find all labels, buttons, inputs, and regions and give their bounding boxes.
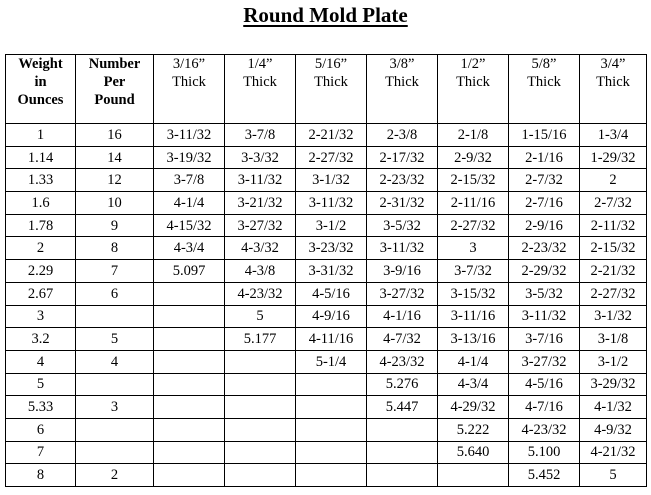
thick-1-2-cell: 3-13/16 [438, 328, 509, 351]
thick-1-4-cell [225, 464, 296, 487]
thick-1-2-cell: 4-3/4 [438, 373, 509, 396]
thick-3-8-cell: 3-5/32 [367, 214, 438, 237]
header-line: 5/16” [314, 56, 348, 72]
number-per-pound-cell: 9 [76, 214, 154, 237]
thick-3-4-cell: 2 [580, 169, 647, 192]
thick-1-4-cell: 4-23/32 [225, 282, 296, 305]
thick-1-2-cell: 3-15/32 [438, 282, 509, 305]
thick-1-4-cell: 3-11/32 [225, 169, 296, 192]
weight-cell: 2.67 [6, 282, 76, 305]
weight-cell: 3 [6, 305, 76, 328]
number-per-pound-cell [76, 305, 154, 328]
weight-cell: 7 [6, 441, 76, 464]
thick-1-4-cell: 4-3/32 [225, 237, 296, 260]
weight-cell: 1.14 [6, 146, 76, 169]
thick-5-8-cell: 1-15/16 [509, 124, 580, 147]
thick-5-8-cell: 5.452 [509, 464, 580, 487]
thick-5-16-cell: 4-9/16 [296, 305, 367, 328]
thick-3-8-cell [367, 418, 438, 441]
table-row [6, 124, 647, 147]
thick-1-2-cell: 2-15/32 [438, 169, 509, 192]
thick-3-16-cell [154, 441, 225, 464]
weight-cell: 1 [6, 124, 76, 147]
thick-3-16-cell: 4-3/4 [154, 237, 225, 260]
thick-1-4-cell: 3-7/8 [225, 124, 296, 147]
thick-3-16-cell: 5.097 [154, 260, 225, 283]
thick-3-8-cell: 2-3/8 [367, 124, 438, 147]
thick-1-2-cell: 3-11/16 [438, 305, 509, 328]
thick-1-2-cell: 2-9/32 [438, 146, 509, 169]
header-line: Number [88, 56, 141, 72]
thick-3-4-cell: 2-7/32 [580, 192, 647, 215]
thick-1-4-cell: 5.177 [225, 328, 296, 351]
thick-3-16-cell [154, 373, 225, 396]
thick-5-16-cell: 3-1/2 [296, 214, 367, 237]
table-row [6, 441, 647, 464]
thick-3-16-header [154, 55, 225, 124]
header-line: 3/8” [389, 56, 415, 72]
thick-3-16-cell [154, 464, 225, 487]
header-line: in [34, 74, 47, 90]
header-line: 3/4” [600, 56, 626, 72]
thick-1-4-header [225, 55, 296, 124]
thick-3-8-cell: 2-31/32 [367, 192, 438, 215]
thick-3-8-cell: 5.276 [367, 373, 438, 396]
weight-cell: 5 [6, 373, 76, 396]
thick-1-2-cell: 5.640 [438, 441, 509, 464]
thick-3-16-cell: 3-7/8 [154, 169, 225, 192]
thick-3-8-cell [367, 441, 438, 464]
thick-5-16-cell: 3-1/32 [296, 169, 367, 192]
weight-cell: 4 [6, 350, 76, 373]
weight-cell: 2.29 [6, 260, 76, 283]
thick-3-4-cell: 2-21/32 [580, 260, 647, 283]
thick-3-4-cell: 1-3/4 [580, 124, 647, 147]
thick-3-4-cell: 3-29/32 [580, 373, 647, 396]
number-per-pound-cell [76, 418, 154, 441]
thick-5-16-cell: 2-21/32 [296, 124, 367, 147]
weight-cell: 2 [6, 237, 76, 260]
number-per-pound-cell: 4 [76, 350, 154, 373]
number-per-pound-cell: 7 [76, 260, 154, 283]
thick-3-16-cell: 4-15/32 [154, 214, 225, 237]
thick-5-8-cell: 3-11/32 [509, 305, 580, 328]
thick-3-4-cell: 2-11/32 [580, 214, 647, 237]
thick-3-4-cell: 2-27/32 [580, 282, 647, 305]
table-row [6, 169, 647, 192]
header-line: Weight [18, 56, 63, 72]
thick-1-2-cell: 4-1/4 [438, 350, 509, 373]
header-line: Thick [172, 74, 206, 90]
thick-5-16-cell [296, 396, 367, 419]
thick-5-8-cell: 4-7/16 [509, 396, 580, 419]
header-line: Per [103, 74, 126, 90]
number-per-pound-cell: 5 [76, 328, 154, 351]
thick-3-4-cell: 2-15/32 [580, 237, 647, 260]
header-line: Thick [243, 74, 277, 90]
thick-1-4-cell [225, 396, 296, 419]
thick-5-16-cell [296, 418, 367, 441]
thick-1-4-cell [225, 418, 296, 441]
thick-1-4-cell: 3-27/32 [225, 214, 296, 237]
thick-1-4-cell: 3-3/32 [225, 146, 296, 169]
thick-1-4-cell [225, 373, 296, 396]
header-line: Thick [456, 74, 490, 90]
thick-5-8-cell: 2-29/32 [509, 260, 580, 283]
header-line: 5/8” [531, 56, 557, 72]
thick-3-8-cell: 2-17/32 [367, 146, 438, 169]
thick-5-16-header [296, 55, 367, 124]
number-per-pound-cell: 16 [76, 124, 154, 147]
thick-1-2-header [438, 55, 509, 124]
header-line: 1/2” [460, 56, 486, 72]
thick-5-8-cell: 4-23/32 [509, 418, 580, 441]
thick-3-16-cell [154, 350, 225, 373]
thick-1-4-cell: 3-21/32 [225, 192, 296, 215]
thick-5-16-cell [296, 464, 367, 487]
thick-5-16-cell: 3-23/32 [296, 237, 367, 260]
table-row [6, 146, 647, 169]
number-per-pound-cell: 10 [76, 192, 154, 215]
thick-5-8-cell: 3-7/16 [509, 328, 580, 351]
table-row [6, 214, 647, 237]
weight-cell: 1.6 [6, 192, 76, 215]
thick-1-2-cell: 2-1/8 [438, 124, 509, 147]
thick-5-8-header [509, 55, 580, 124]
thick-1-2-cell: 2-27/32 [438, 214, 509, 237]
number-per-pound-cell [76, 373, 154, 396]
number-per-pound-header [76, 55, 154, 124]
thick-5-16-cell: 2-27/32 [296, 146, 367, 169]
weight-header [6, 55, 76, 124]
thick-3-4-cell: 3-1/32 [580, 305, 647, 328]
number-per-pound-cell: 12 [76, 169, 154, 192]
thick-3-8-cell: 3-27/32 [367, 282, 438, 305]
thick-3-4-cell: 4-21/32 [580, 441, 647, 464]
thick-3-16-cell [154, 396, 225, 419]
thick-1-4-cell [225, 441, 296, 464]
thick-1-4-cell: 5 [225, 305, 296, 328]
thick-5-8-cell: 5.100 [509, 441, 580, 464]
thick-3-16-cell [154, 418, 225, 441]
thick-1-2-cell: 3-7/32 [438, 260, 509, 283]
table-row [6, 396, 647, 419]
header-line: 1/4” [247, 56, 273, 72]
thick-3-16-cell: 3-11/32 [154, 124, 225, 147]
header-line: Thick [314, 74, 348, 90]
thick-3-4-cell: 4-1/32 [580, 396, 647, 419]
thick-5-16-cell [296, 441, 367, 464]
number-per-pound-cell: 6 [76, 282, 154, 305]
page-title: Round Mold Plate [243, 3, 408, 27]
thick-5-16-cell: 4-11/16 [296, 328, 367, 351]
header-line: Ounces [17, 92, 64, 108]
table-body [6, 124, 647, 487]
table-row [6, 260, 647, 283]
thick-3-8-cell: 2-23/32 [367, 169, 438, 192]
weight-cell: 6 [6, 418, 76, 441]
thick-5-16-cell: 3-11/32 [296, 192, 367, 215]
thick-1-2-cell: 2-11/16 [438, 192, 509, 215]
table-row [6, 464, 647, 487]
table-row [6, 328, 647, 351]
header-line: Thick [596, 74, 630, 90]
thick-5-16-cell: 4-5/16 [296, 282, 367, 305]
number-per-pound-cell: 3 [76, 396, 154, 419]
thick-3-4-cell: 1-29/32 [580, 146, 647, 169]
thick-3-8-cell: 4-1/16 [367, 305, 438, 328]
thick-3-8-cell: 4-7/32 [367, 328, 438, 351]
header-line: Thick [385, 74, 419, 90]
thick-5-8-cell: 4-5/16 [509, 373, 580, 396]
thick-3-16-cell [154, 328, 225, 351]
thick-3-8-cell: 3-9/16 [367, 260, 438, 283]
number-per-pound-cell: 2 [76, 464, 154, 487]
thick-5-8-cell: 2-23/32 [509, 237, 580, 260]
header-line: 3/16” [172, 56, 206, 72]
weight-cell: 8 [6, 464, 76, 487]
thick-3-8-header [367, 55, 438, 124]
header-line: Thick [527, 74, 561, 90]
thick-3-16-cell [154, 282, 225, 305]
thick-3-4-cell: 5 [580, 464, 647, 487]
weight-cell: 3.2 [6, 328, 76, 351]
thick-3-16-cell [154, 305, 225, 328]
thick-3-4-cell: 4-9/32 [580, 418, 647, 441]
table-row [6, 192, 647, 215]
thick-1-2-cell: 4-29/32 [438, 396, 509, 419]
thick-1-2-cell: 5.222 [438, 418, 509, 441]
weight-cell: 5.33 [6, 396, 76, 419]
mold-plate-table [5, 54, 647, 487]
thick-3-8-cell: 3-11/32 [367, 237, 438, 260]
thick-1-4-cell: 4-3/8 [225, 260, 296, 283]
table-row [6, 373, 647, 396]
thick-5-16-cell: 5-1/4 [296, 350, 367, 373]
thick-5-8-cell: 2-1/16 [509, 146, 580, 169]
thick-3-8-cell: 5.447 [367, 396, 438, 419]
thick-5-8-cell: 3-5/32 [509, 282, 580, 305]
header-row [6, 55, 647, 124]
table-row [6, 418, 647, 441]
table-row [6, 350, 647, 373]
thick-3-4-cell: 3-1/2 [580, 350, 647, 373]
number-per-pound-cell [76, 441, 154, 464]
table-row [6, 305, 647, 328]
thick-5-16-cell [296, 373, 367, 396]
thick-5-16-cell: 3-31/32 [296, 260, 367, 283]
weight-cell: 1.78 [6, 214, 76, 237]
weight-cell: 1.33 [6, 169, 76, 192]
thick-3-8-cell: 4-23/32 [367, 350, 438, 373]
thick-5-8-cell: 3-27/32 [509, 350, 580, 373]
header-line: Pound [94, 92, 135, 108]
thick-5-8-cell: 2-7/16 [509, 192, 580, 215]
thick-3-16-cell: 4-1/4 [154, 192, 225, 215]
table-row [6, 282, 647, 305]
number-per-pound-cell: 8 [76, 237, 154, 260]
table-row [6, 237, 647, 260]
thick-1-4-cell [225, 350, 296, 373]
thick-3-4-cell: 3-1/8 [580, 328, 647, 351]
thick-1-2-cell: 3 [438, 237, 509, 260]
thick-5-8-cell: 2-9/16 [509, 214, 580, 237]
thick-1-2-cell [438, 464, 509, 487]
thick-5-8-cell: 2-7/32 [509, 169, 580, 192]
thick-3-8-cell [367, 464, 438, 487]
number-per-pound-cell: 14 [76, 146, 154, 169]
thick-3-16-cell: 3-19/32 [154, 146, 225, 169]
thick-3-4-header [580, 55, 647, 124]
